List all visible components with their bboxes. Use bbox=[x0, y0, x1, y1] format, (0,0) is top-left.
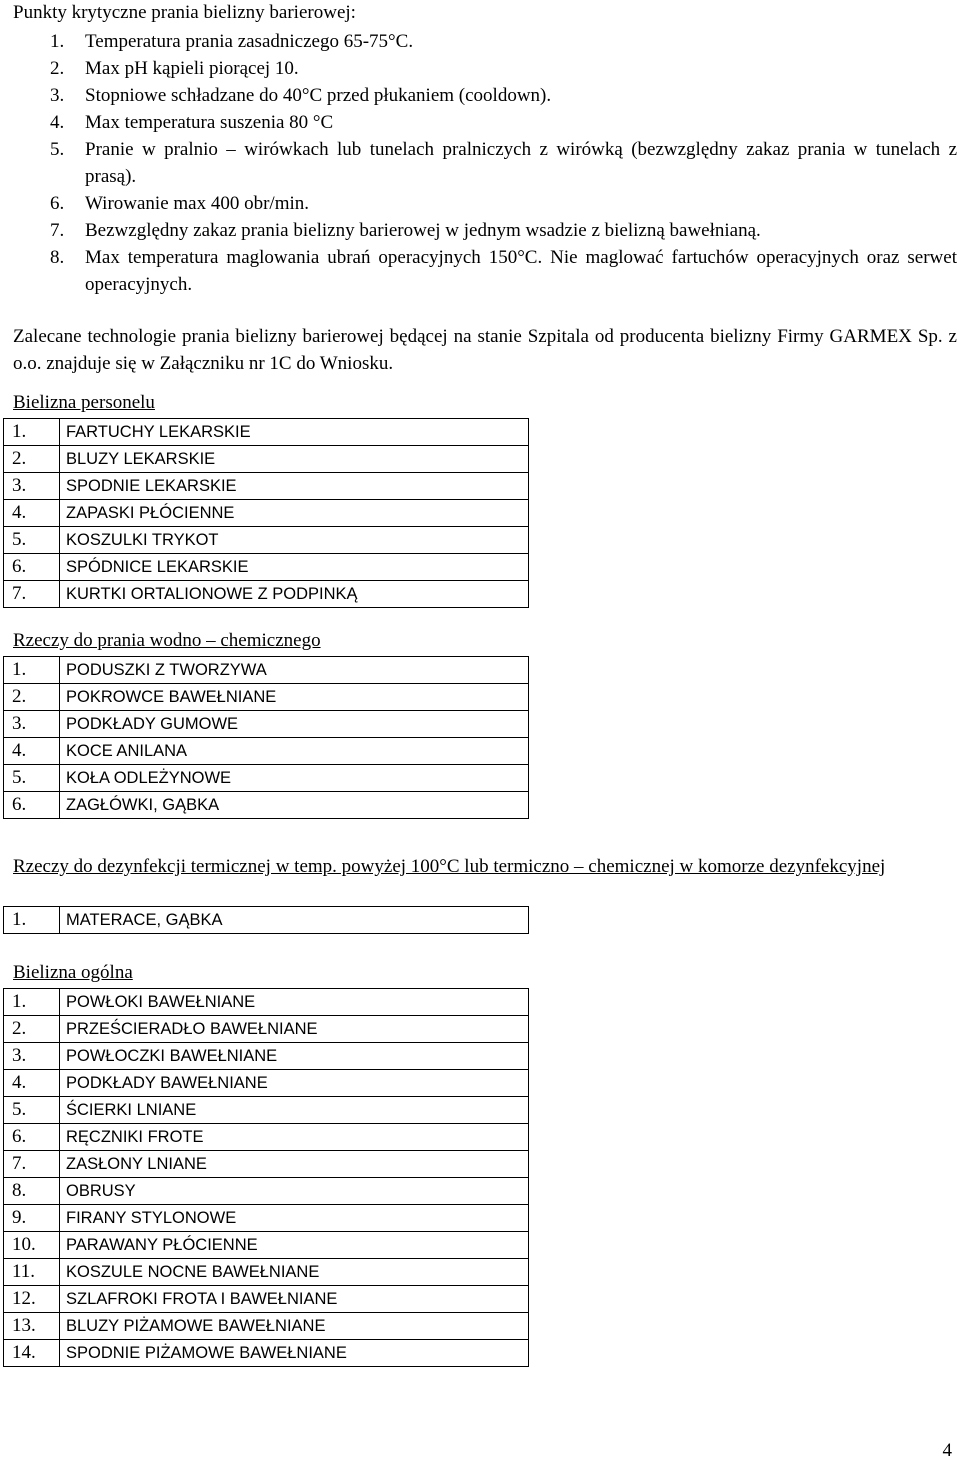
table-row: 1. MATERACE, GĄBKA bbox=[4, 907, 529, 934]
wet-chemical-table bbox=[3, 656, 529, 819]
table-row: 10. PARAWANY PŁÓCIENNE bbox=[4, 1232, 529, 1259]
critical-point-item: 8. Max temperatura maglowania ubrań operacyjnych 150°C. Nie maglować fartuchów operacyjnych oraz serwet operacyjnych. bbox=[50, 247, 957, 295]
table-row: 6. SPÓDNICE LEKARSKIE bbox=[4, 554, 529, 581]
table-row: 4. KOCE ANILANA bbox=[4, 738, 529, 765]
table-row: 4. PODKŁADY BAWEŁNIANE bbox=[4, 1070, 529, 1097]
critical-points-list bbox=[13, 28, 957, 298]
table-row: 1. PODUSZKI Z TWORZYWA bbox=[4, 657, 529, 684]
table-row: 8. OBRUSY bbox=[4, 1178, 529, 1205]
table-row: 3. PODKŁADY GUMOWE bbox=[4, 711, 529, 738]
table-row: 11. KOSZULE NOCNE BAWEŁNIANE bbox=[4, 1259, 529, 1286]
table-row: 5. KOSZULKI TRYKOT bbox=[4, 527, 529, 554]
critical-point-item: 2. Max pH kąpieli piorącej 10. bbox=[50, 58, 299, 79]
table-row: 9. FIRANY STYLONOWE bbox=[4, 1205, 529, 1232]
table-row: 1. POWŁOKI BAWEŁNIANE bbox=[4, 989, 529, 1016]
table-row: 12. SZLAFROKI FROTA I BAWEŁNIANE bbox=[4, 1286, 529, 1313]
critical-points-heading: Punkty krytyczne prania bielizny barierowej: bbox=[13, 2, 356, 23]
table-row: 5. ŚCIERKI LNIANE bbox=[4, 1097, 529, 1124]
table-row: 3. SPODNIE LEKARSKIE bbox=[4, 473, 529, 500]
general-linen-table bbox=[3, 988, 529, 1367]
table-row: 2. POKROWCE BAWEŁNIANE bbox=[4, 684, 529, 711]
table-row: 6. RĘCZNIKI FROTE bbox=[4, 1124, 529, 1151]
disinfection-title: Rzeczy do dezynfekcji termicznej w temp. powyżej 100°C lub termiczno – chemicznej w komorze dezynfekcyjnej bbox=[13, 856, 886, 877]
table-row: 5. KOŁA ODLEŻYNOWE bbox=[4, 765, 529, 792]
general-linen-title: Bielizna ogólna bbox=[13, 962, 133, 983]
table-row: 3. POWŁOCZKI BAWEŁNIANE bbox=[4, 1043, 529, 1070]
critical-point-item: 6. Wirowanie max 400 obr/min. bbox=[50, 193, 310, 214]
disinfection-table bbox=[3, 906, 529, 934]
table-row: 4. ZAPASKI PŁÓCIENNE bbox=[4, 500, 529, 527]
page-number: 4 bbox=[942, 1440, 952, 1461]
table-row: 6. ZAGŁÓWKI, GĄBKA bbox=[4, 792, 529, 819]
critical-point-item: 5. Pranie w pralnio – wirówkach lub tunelach pralniczych z wirówką (bezwzględny zakaz prania w tunelach z prasą). bbox=[50, 139, 957, 187]
critical-point-item: 7. Bezwzględny zakaz prania bielizny barierowej w jednym wsadzie z bielizną bawełnianą. bbox=[50, 220, 761, 241]
critical-point-item: 4. Max temperatura suszenia 80 °C bbox=[50, 112, 334, 133]
table-row: 14. SPODNIE PIŻAMOWE BAWEŁNIANE bbox=[4, 1340, 529, 1367]
table-row: 13. BLUZY PIŻAMOWE BAWEŁNIANE bbox=[4, 1313, 529, 1340]
table-row: 2. PRZEŚCIERADŁO BAWEŁNIANE bbox=[4, 1016, 529, 1043]
staff-linen-table bbox=[3, 418, 529, 608]
table-row: 1. FARTUCHY LEKARSKIE bbox=[4, 419, 529, 446]
table-row: 7. KURTKI ORTALIONOWE Z PODPINKĄ bbox=[4, 581, 529, 608]
table-row: 2. BLUZY LEKARSKIE bbox=[4, 446, 529, 473]
wet-chemical-title: Rzeczy do prania wodno – chemicznego bbox=[13, 630, 321, 651]
critical-point-item: 1. Temperatura prania zasadniczego 65-75°C. bbox=[50, 31, 414, 52]
staff-linen-title: Bielizna personelu bbox=[13, 392, 155, 413]
critical-point-item: 3. Stopniowe schładzane do 40°C przed płukaniem (cooldown). bbox=[50, 85, 552, 106]
table-row: 7. ZASŁONY LNIANE bbox=[4, 1151, 529, 1178]
recommendation-paragraph: Zalecane technologie prania bielizny barierowej będącej na stanie Szpitala od producenta bielizny Firmy GARMEX Sp. z o.o. znajduje się w Załączniku nr 1C do Wniosku. bbox=[13, 326, 957, 374]
